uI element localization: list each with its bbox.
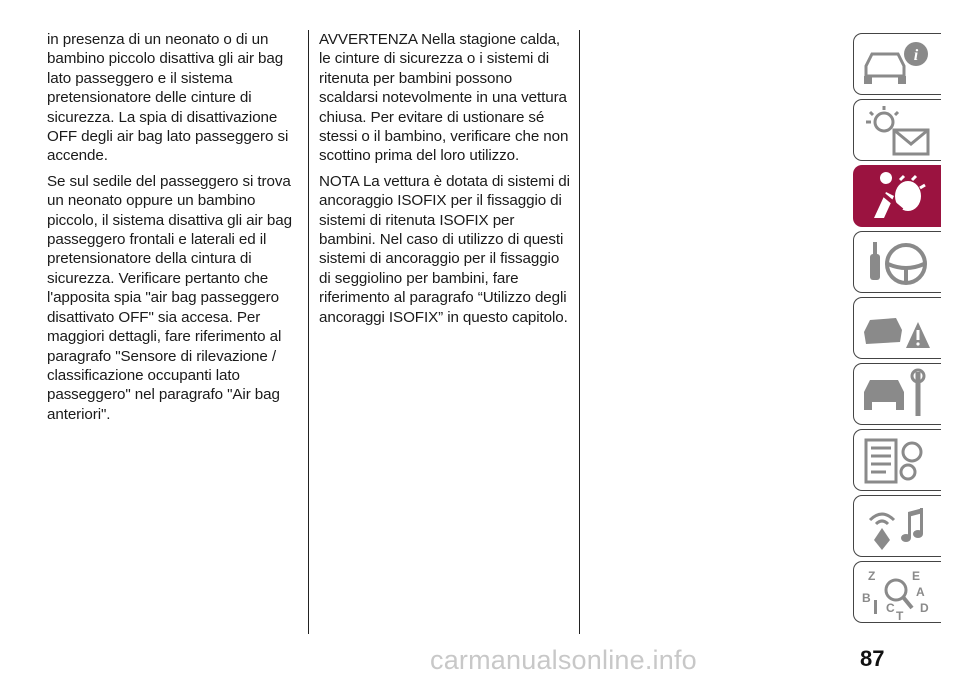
- column-divider: [579, 30, 580, 634]
- tab-emergency[interactable]: [853, 297, 941, 359]
- key-steering-wheel-icon: [860, 236, 934, 290]
- tab-car-info[interactable]: [853, 33, 941, 95]
- paragraph: in presenza di un neonato o di un bambino piccolo disattiva gli air bag lato passeggero e il sistema pretensionatore delle cinture di sicurezza. La spia di disattivazione OFF degli air bag lato passeggero si accende.: [47, 31, 289, 165]
- warning-lights-mail-icon: [860, 104, 934, 158]
- index-letter: T: [896, 609, 904, 620]
- index-search-icon: [860, 566, 934, 620]
- seat-airbag-icon: [860, 170, 934, 224]
- tab-maintenance[interactable]: [853, 363, 941, 425]
- index-letter: Z: [868, 569, 876, 583]
- watermark-text: carmanualsonline.info: [430, 645, 697, 675]
- multimedia-icon: [860, 500, 934, 554]
- tab-starting-driving[interactable]: [853, 231, 941, 293]
- tab-safety[interactable]: [853, 165, 941, 227]
- car-accident-warning-icon: [860, 302, 934, 356]
- index-letter: E: [912, 569, 921, 583]
- tab-multimedia[interactable]: [853, 495, 941, 557]
- middle-text-column: [319, 30, 571, 333]
- paragraph: Se sul sedile del passeggero si trova un neonato oppure un bambino piccolo, il sistema disattiva gli air bag passeggero frontali e laterali ed il pretensionatore della cintura di sicurezza. Verificare pertanto che l'apposita spia "air bag passeggero disattivato OFF" sia accesa. Per maggiori dettagli, fare riferimento al paragrafo "Sensore di rilevazione / classificazione occupanti lato passeggero" nel paragrafo "Air bag anteriori".: [47, 172, 292, 423]
- warning-paragraph: AVVERTENZA Nella stagione calda, le cinture di sicurezza o i sistemi di ritenuta per bambini possono scaldarsi notevolmente in una vettura chiusa. Per evitare di ustionare sé stessi o il bambino, verificare che non scottino prima del loro utilizzo.: [319, 31, 569, 165]
- specs-gears-icon: [860, 434, 934, 488]
- index-letter: A: [916, 585, 925, 599]
- tab-index[interactable]: [853, 561, 941, 623]
- car-info-icon: [860, 38, 934, 92]
- car-maintenance-icon: [860, 368, 934, 422]
- tab-warning-lights[interactable]: [853, 99, 941, 161]
- index-letter: C: [886, 601, 895, 615]
- svg-text:i: i: [913, 47, 919, 64]
- note-paragraph: NOTA La vettura è dotata di sistemi di ancoraggio ISOFIX per il fissaggio di sistemi di ritenuta ISOFIX per bambini. Nel caso di utilizzo di questi sistemi di ancoraggio per il fissaggio di seggiolino per bambini, fare riferimento al paragrafo “Utilizzo degli ancoraggi ISOFIX” in questo capitolo.: [319, 172, 570, 326]
- column-divider: [308, 30, 309, 634]
- tab-technical-data[interactable]: [853, 429, 941, 491]
- left-text-column: [47, 30, 299, 430]
- index-letter: D: [920, 601, 929, 615]
- index-letter: B: [862, 591, 871, 605]
- page-number: 87: [860, 646, 885, 671]
